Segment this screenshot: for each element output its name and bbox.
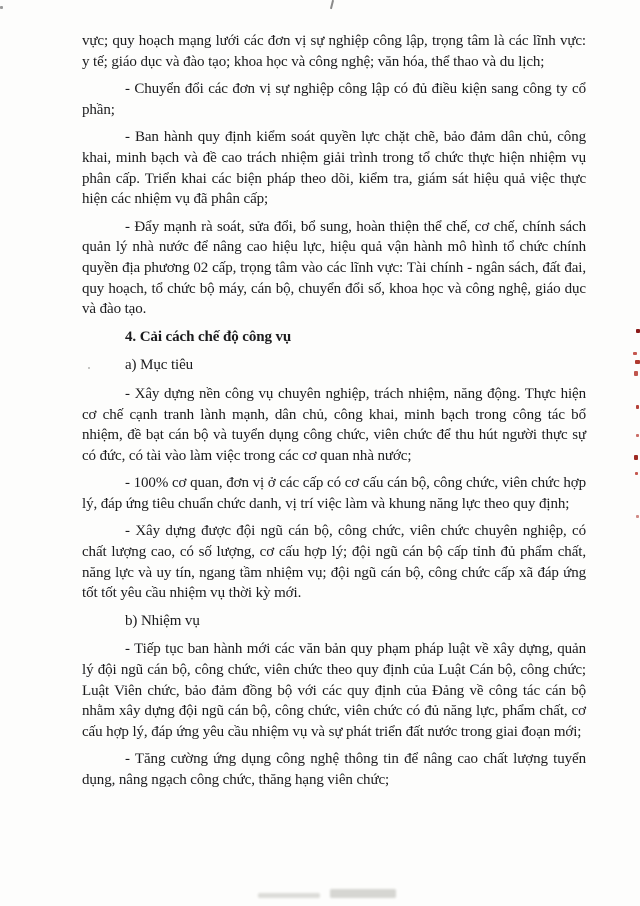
subsection-label-a: a) Mục tiêu (125, 357, 194, 374)
list-item: - Tăng cường ứng dụng công nghệ thông tin để nâng cao chất lượng tuyển dụng, nâng ngạch công chức, thăng hạng viên chức; (82, 751, 586, 788)
scan-artifact-smudge (258, 893, 320, 898)
scan-artifact-speck (635, 360, 640, 364)
section-heading: 4. Cải cách chế độ công vụ (125, 328, 292, 345)
scan-artifact-speck (634, 455, 638, 460)
list-item: - Chuyển đổi các đơn vị sự nghiệp công lập có đủ điều kiện sang công ty cổ phần; (82, 81, 586, 118)
subsection-label-b: b) Nhiệm vụ (125, 612, 200, 629)
scan-artifact-speck (636, 329, 640, 333)
list-item: - Đẩy mạnh rà soát, sửa đổi, bổ sung, hoàn thiện thể chế, cơ chế, chính sách quản lý nhà nước để nâng cao hiệu lực, hiệu quả vận hành mô hình tổ chức chính quyền địa phương 02 cấp, trọng tâm vào các lĩnh vực: Tài chính - ngân sách, đất đai, quy hoạch, tổ chức bộ máy, cán bộ, chuyển đổi số, khoa học và công nghệ, giáo dục và đào tạo. (82, 218, 586, 318)
scan-artifact-speck (634, 371, 638, 376)
list-item: - Xây dựng nền công vụ chuyên nghiệp, trách nhiệm, năng động. Thực hiện cơ chế cạnh tranh lành mạnh, dân chủ, công khai, minh bạch trong công tác bổ nhiệm, đề bạt cán bộ và tuyển dụng công chức, viên chức để thu hút người thực sự có đức, có tài vào làm việc trong các cơ quan nhà nước; (82, 385, 586, 464)
scan-artifact-speck (636, 434, 639, 437)
paragraph-continuation: vực; quy hoạch mạng lưới các đơn vị sự nghiệp công lập, trọng tâm là các lĩnh vực: y tế; giáo dục và đào tạo; khoa học và công nghệ; văn hóa, thể thao và du lịch; (82, 33, 586, 70)
list-item: - Ban hành quy định kiểm soát quyền lực chặt chẽ, bảo đảm dân chủ, công khai, minh bạch và đề cao trách nhiệm giải trình trong tổ chức thực hiện nhiệm vụ phân cấp. Triển khai các biện pháp theo dõi, kiểm tra, giám sát hiệu quả việc thực hiện các nhiệm vụ đã phân cấp; (82, 129, 586, 208)
scan-artifact-speck (636, 515, 639, 518)
document-body (82, 31, 586, 798)
list-item: - Tiếp tục ban hành mới các văn bản quy phạm pháp luật về xây dựng, quản lý đội ngũ cán bộ, công chức, viên chức theo quy định của Luật Cán bộ, công chức; Luật Viên chức, bảo đảm đồng bộ với các quy định của Đảng về công tác cán bộ nhằm xây dựng đội ngũ cán bộ, công chức, viên chức có đủ năng lực, phẩm chất, cơ cấu hợp lý, đáp ứng yêu cầu nhiệm vụ và sự phát triển đất nước trong giai đoạn mới; (82, 641, 586, 740)
scan-artifact-speck (88, 367, 90, 369)
scan-artifact-speck (0, 6, 3, 9)
list-item: - 100% cơ quan, đơn vị ở các cấp có cơ cấu cán bộ, công chức, viên chức hợp lý, đáp ứng tiêu chuẩn chức danh, vị trí việc làm và khung năng lực theo quy định; (82, 475, 586, 512)
scan-artifact-speck (636, 405, 639, 409)
list-item: - Xây dựng được đội ngũ cán bộ, công chức, viên chức chuyên nghiệp, có chất lượng cao, có số lượng, cơ cấu hợp lý; đội ngũ cán bộ cấp tỉnh đủ phẩm chất, năng lực và uy tín, ngang tầm nhiệm vụ; đội ngũ cán bộ, công chức cấp xã đáp ứng tốt tốt yêu cầu nhiệm vụ thời kỳ mới. (82, 523, 586, 602)
scan-artifact-speck (635, 472, 638, 475)
scan-artifact-top-mark (330, 0, 334, 9)
scan-artifact-smudge (330, 889, 396, 898)
scan-artifact-speck (633, 352, 637, 355)
